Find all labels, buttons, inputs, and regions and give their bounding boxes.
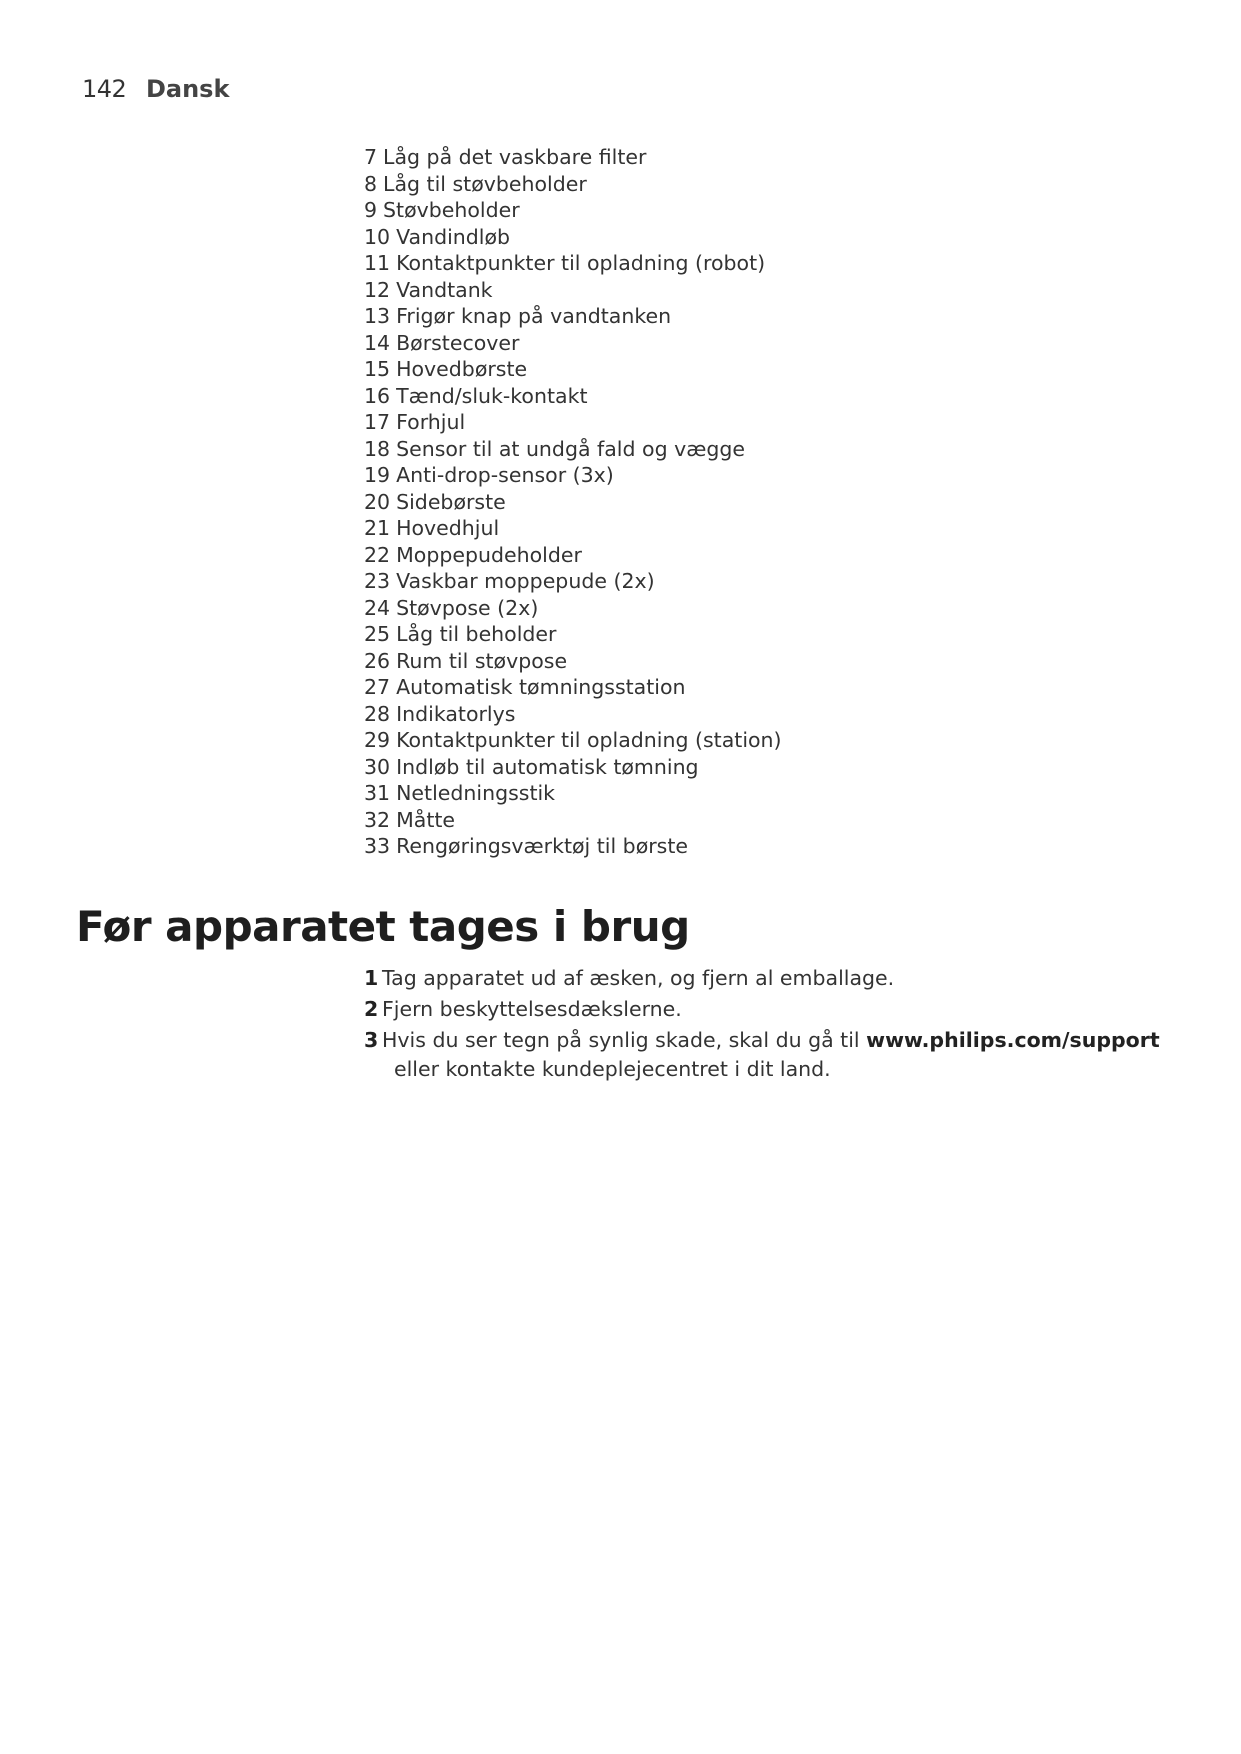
list-item [364, 197, 782, 224]
step-number: 1 [364, 966, 379, 990]
part-number: 19 [364, 463, 391, 487]
list-item [364, 250, 782, 277]
step-item [364, 964, 1204, 993]
part-number: 16 [364, 383, 391, 408]
step-number: 3 [364, 1028, 379, 1052]
part-label: Sidebørste [396, 489, 506, 514]
list-item [364, 568, 782, 595]
part-number: 21 [364, 516, 391, 540]
part-number: 15 [364, 357, 391, 381]
part-label: Vandtank [396, 277, 493, 302]
step-text [382, 1026, 1204, 1084]
step-text-before: Hvis du ser tegn på synlig skade, skal du gå til [382, 1028, 860, 1052]
part-label: Netledningsstik [396, 781, 556, 805]
list-item [364, 754, 782, 781]
part-number: 7 [364, 145, 378, 169]
support-link[interactable]: www.philips.com/support [866, 1028, 1160, 1052]
list-item [364, 383, 782, 410]
part-label: Låg til beholder [396, 622, 557, 646]
list-item [364, 727, 782, 754]
part-label: Låg til støvbeholder [383, 171, 587, 196]
part-number: 13 [364, 304, 391, 328]
part-number: 10 [364, 224, 391, 249]
step-number: 2 [364, 997, 379, 1021]
part-label: Støvpose (2x) [396, 595, 539, 620]
list-item [364, 807, 782, 834]
part-number: 23 [364, 569, 391, 593]
list-item [364, 303, 782, 330]
list-item [364, 648, 782, 675]
part-label: Kontaktpunkter til opladning (robot) [396, 251, 766, 275]
list-item [364, 542, 782, 569]
part-number: 30 [364, 754, 391, 779]
part-number: 14 [364, 330, 391, 355]
part-number: 29 [364, 728, 391, 752]
part-number: 12 [364, 277, 391, 302]
part-number: 22 [364, 542, 391, 567]
part-label: Kontaktpunkter til opladning (station) [396, 728, 782, 752]
part-number: 28 [364, 701, 391, 726]
list-item [364, 674, 782, 701]
part-label: Anti-drop-sensor (3x) [396, 463, 614, 487]
list-item [364, 621, 782, 648]
part-label: Frigør knap på vandtanken [396, 304, 672, 328]
part-number: 26 [364, 648, 391, 673]
steps-list [364, 964, 1204, 1086]
list-item [364, 780, 782, 807]
part-number: 18 [364, 436, 391, 461]
step-item [364, 995, 1204, 1024]
step-text: Tag apparatet ud af æsken, og fjern al emballage. [382, 966, 895, 990]
list-item [364, 224, 782, 251]
list-item [364, 489, 782, 516]
list-item [364, 595, 782, 622]
list-item [364, 330, 782, 357]
parts-list [364, 144, 782, 860]
list-item [364, 701, 782, 728]
list-item [364, 356, 782, 383]
section-heading: Før apparatet tages i brug [76, 902, 690, 951]
part-number: 24 [364, 595, 391, 620]
part-label: Hovedbørste [396, 357, 528, 381]
part-number: 32 [364, 807, 391, 832]
part-number: 20 [364, 489, 391, 514]
step-item [364, 1026, 1204, 1084]
list-item [364, 515, 782, 542]
page-language: Dansk [145, 75, 230, 103]
part-number: 17 [364, 410, 391, 434]
list-item [364, 409, 782, 436]
part-number: 25 [364, 622, 391, 646]
part-number: 27 [364, 675, 391, 699]
part-label: Indløb til automatisk tømning [396, 754, 699, 779]
part-label: Måtte [396, 807, 456, 832]
part-label: Hovedhjul [396, 516, 500, 540]
list-item [364, 144, 782, 171]
list-item [364, 462, 782, 489]
part-label: Rum til støvpose [396, 648, 568, 673]
part-label: Børstecover [396, 330, 520, 355]
list-item [364, 436, 782, 463]
step-text: Fjern beskyttelsesdækslerne. [382, 997, 682, 1021]
part-label: Låg på det vaskbare filter [383, 145, 647, 169]
part-label: Vaskbar moppepude (2x) [396, 569, 655, 593]
part-label: Moppepudeholder [396, 542, 582, 567]
part-label: Sensor til at undgå fald og vægge [396, 436, 746, 461]
part-number: 9 [364, 198, 378, 222]
part-number: 33 [364, 834, 391, 858]
part-label: Indikatorlys [396, 701, 516, 726]
part-label: Automatisk tømningsstation [396, 675, 686, 699]
step-text-after: eller kontakte kundeplejecentret i dit land. [394, 1057, 831, 1081]
list-item [364, 277, 782, 304]
list-item [364, 171, 782, 198]
part-label: Vandindløb [396, 224, 511, 249]
part-number: 31 [364, 781, 391, 805]
part-label: Tænd/sluk-kontakt [396, 383, 588, 408]
part-number: 11 [364, 251, 391, 275]
page-number: 142 [82, 75, 127, 103]
part-number: 8 [364, 171, 378, 196]
part-label: Rengøringsværktøj til børste [396, 834, 688, 858]
part-label: Støvbeholder [383, 198, 520, 222]
list-item [364, 833, 782, 860]
page-header [82, 74, 229, 104]
part-label: Forhjul [396, 410, 466, 434]
